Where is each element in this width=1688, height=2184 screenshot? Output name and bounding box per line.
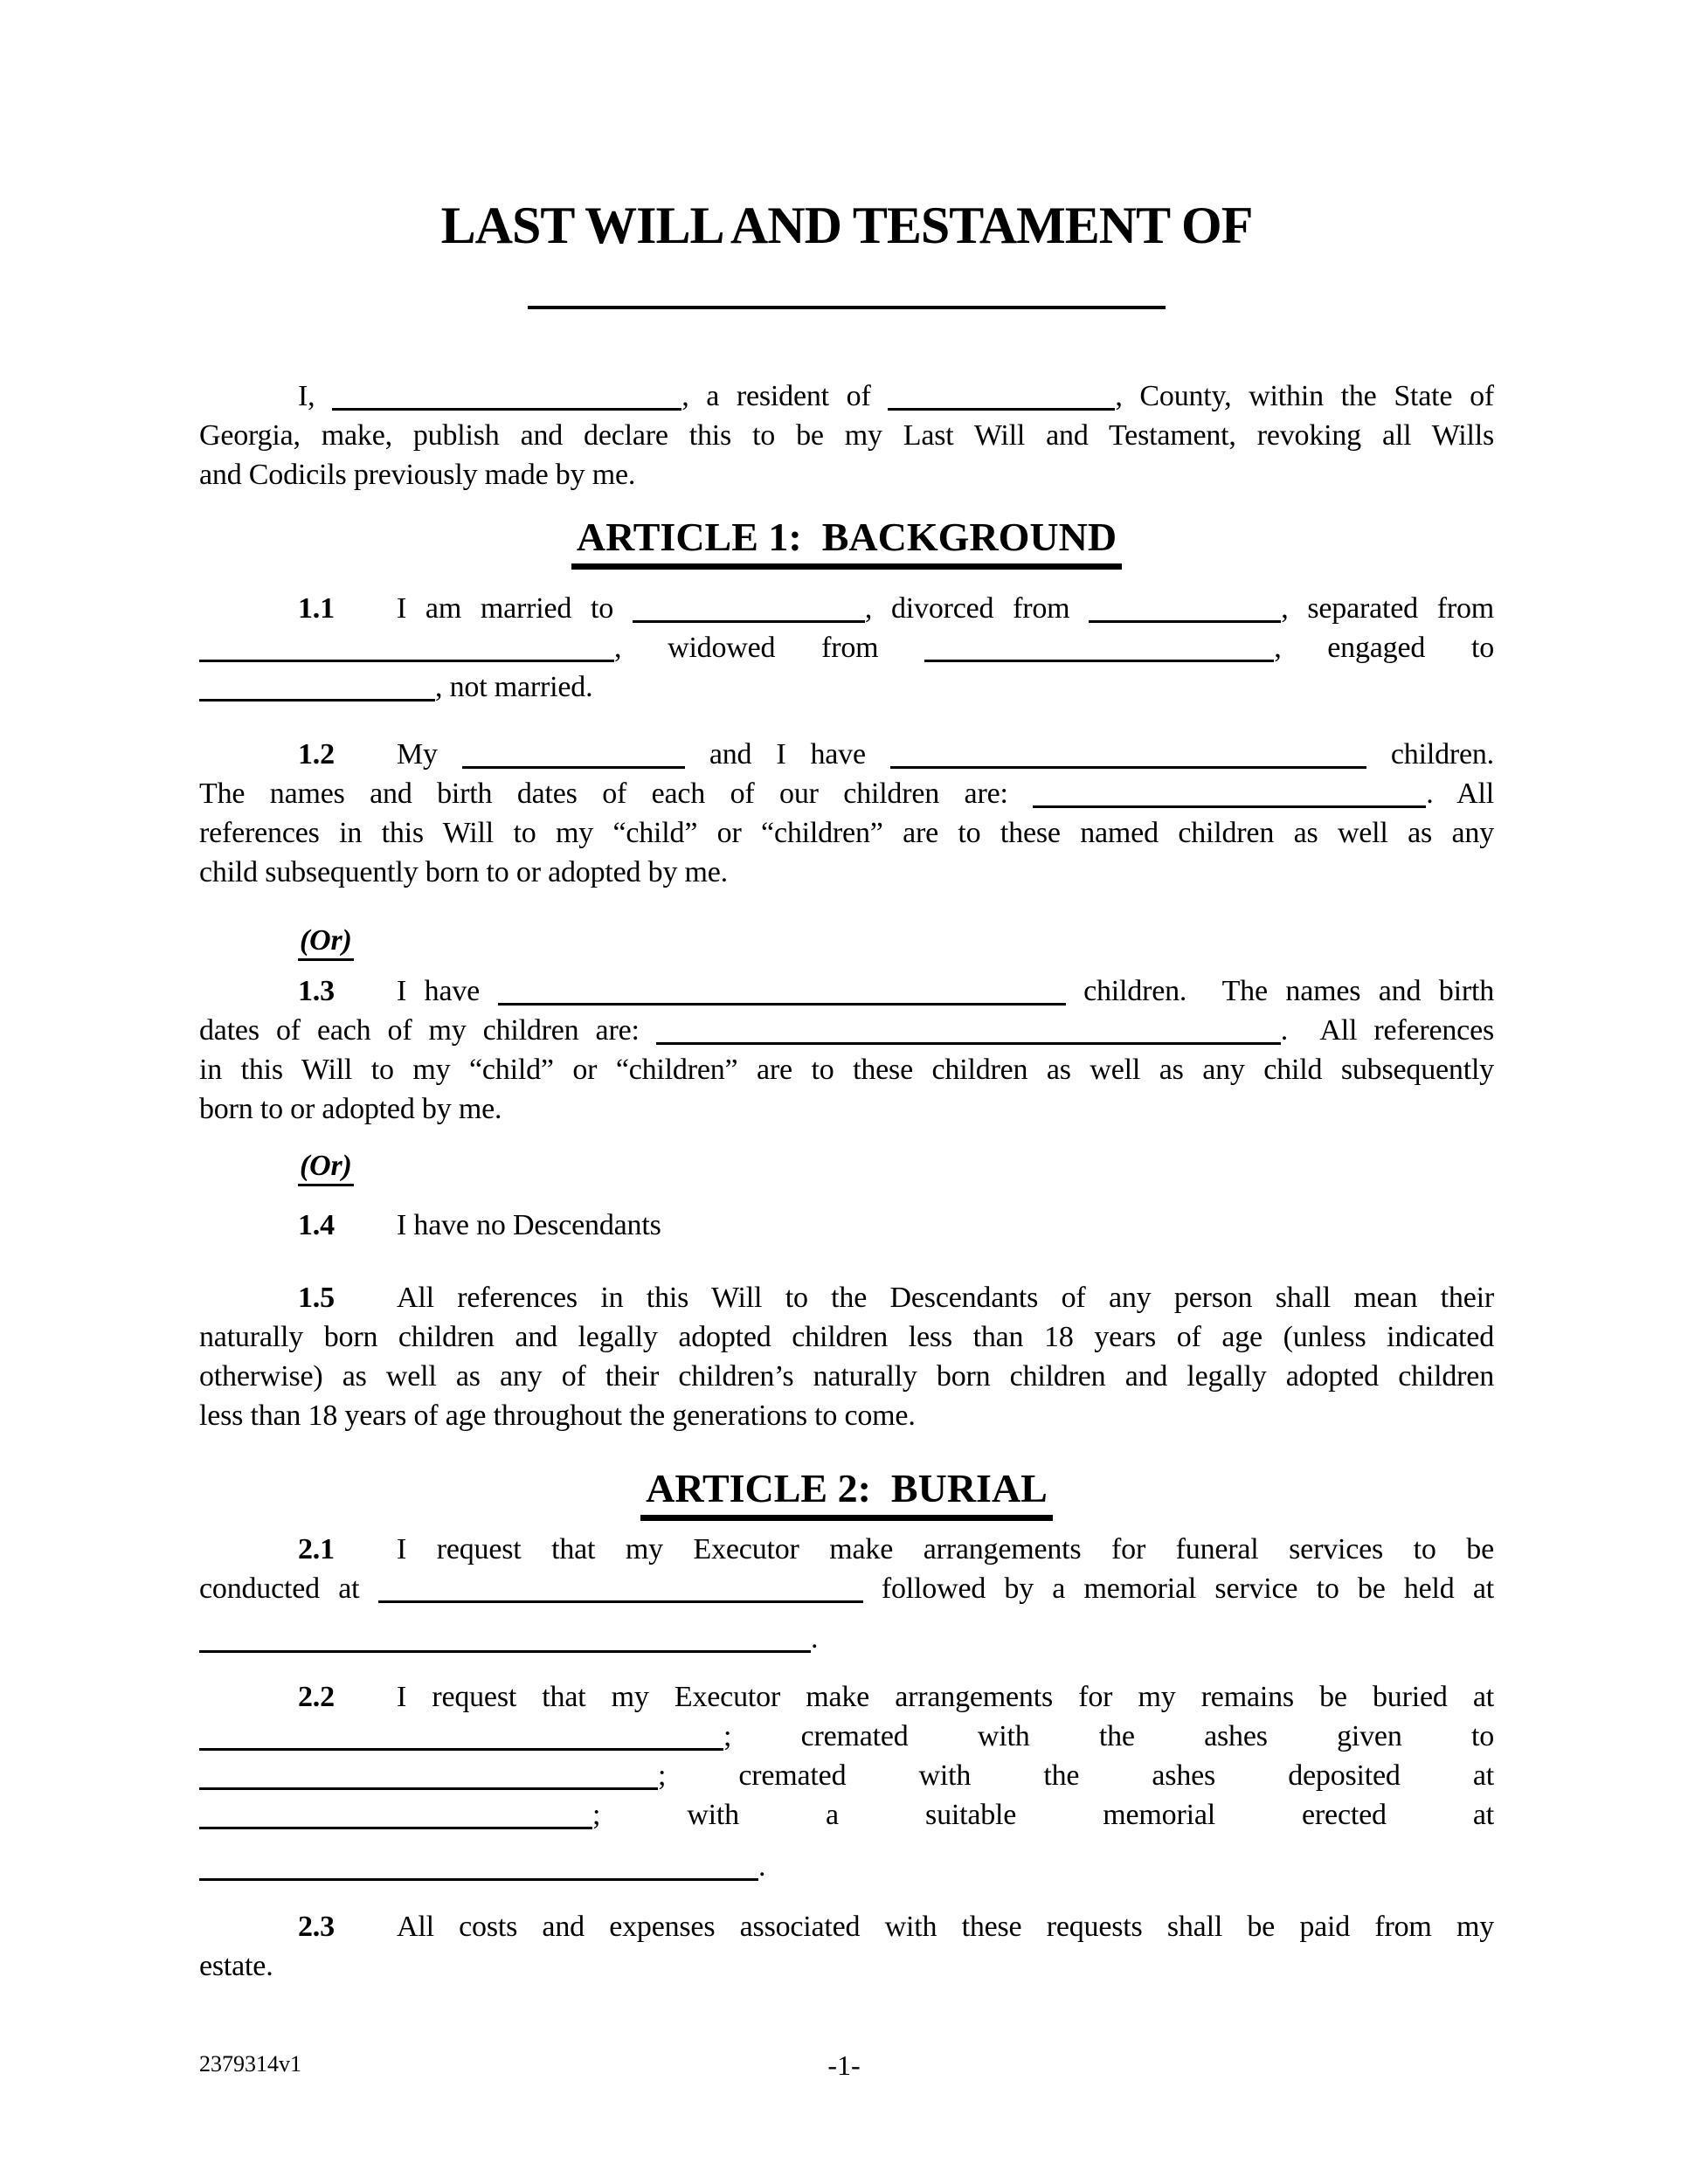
text-segment: I have xyxy=(397,975,498,1007)
text-segment: dates of each of my children are: xyxy=(199,1014,656,1047)
text-line xyxy=(199,1050,1494,1089)
text-segment: I am married to xyxy=(397,592,633,625)
text-segment: followed by a memorial service to be held at xyxy=(862,1572,1494,1605)
text-segment: I, xyxy=(298,380,333,412)
text-line xyxy=(199,1530,1494,1569)
title-blank-field xyxy=(528,306,1166,309)
blank-field xyxy=(332,408,681,411)
section-2-2 xyxy=(199,1677,1494,1886)
text-segment: , divorced from xyxy=(864,592,1090,625)
section-number: 2.2 xyxy=(298,1681,335,1713)
section-1-5 xyxy=(199,1278,1494,1435)
text-line xyxy=(199,1795,1494,1835)
blank-field xyxy=(199,1787,658,1790)
section-number: 1.5 xyxy=(298,1282,335,1314)
text-segment: . xyxy=(811,1622,819,1655)
or-divider xyxy=(199,1146,1494,1186)
text-segment: . All xyxy=(1426,778,1494,810)
footer-page-number: -1- xyxy=(827,2049,861,2081)
blank-field xyxy=(633,620,865,623)
blank-field xyxy=(1089,620,1281,623)
text-line xyxy=(199,1357,1494,1396)
text-line xyxy=(199,1317,1494,1357)
text-segment: (Or) xyxy=(298,1149,354,1186)
text-line xyxy=(199,1717,1494,1756)
text-segment: , separated from xyxy=(1281,592,1494,625)
text-segment: children. The names and birth xyxy=(1065,975,1494,1007)
text-segment: ; cremated with the ashes deposited at xyxy=(658,1759,1494,1792)
text-line xyxy=(199,589,1494,628)
text-line xyxy=(199,813,1494,853)
article-heading-text: ARTICLE 1: BACKGROUND xyxy=(571,515,1122,570)
document-title: LAST WILL AND TESTAMENT OF xyxy=(440,197,1253,254)
text-line xyxy=(199,1619,1494,1658)
text-line xyxy=(199,455,1494,494)
footer-document-id: 2379314v1 xyxy=(199,2051,301,2077)
text-segment: I have no Descendants xyxy=(397,1209,661,1241)
blank-field xyxy=(890,766,1366,769)
text-segment: references in this Will to my “child” or “children” are to these named children as well as any xyxy=(199,817,1494,849)
text-segment: born to or adopted by me. xyxy=(199,1093,502,1125)
section-number: 1.3 xyxy=(298,975,335,1007)
article-heading-text: ARTICLE 2: BURIAL xyxy=(640,1467,1053,1521)
text-line xyxy=(199,1907,1494,1946)
text-line xyxy=(199,971,1494,1011)
text-segment: (Or) xyxy=(298,923,354,961)
intro-paragraph xyxy=(199,377,1494,494)
section-number: 1.4 xyxy=(298,1209,335,1241)
section-number: 1.1 xyxy=(298,592,335,625)
blank-field xyxy=(199,1650,811,1653)
blank-field xyxy=(462,766,685,769)
text-segment: , widowed from xyxy=(614,632,925,664)
text-segment: otherwise) as well as any of their children’s naturally born children and legally adopted children xyxy=(199,1360,1494,1393)
text-segment: naturally born children and legally adopted children less than 18 years of age (unless indicated xyxy=(199,1321,1494,1353)
blank-field xyxy=(924,660,1274,662)
text-line xyxy=(199,735,1494,774)
text-line xyxy=(199,1677,1494,1717)
blank-field xyxy=(656,1042,1281,1045)
text-line xyxy=(199,1089,1494,1129)
text-line xyxy=(199,628,1494,667)
text-segment: conducted at xyxy=(199,1572,378,1605)
text-line xyxy=(199,1396,1494,1435)
blank-field xyxy=(199,1827,592,1829)
text-segment: Georgia, make, publish and declare this to be my Last Will and Testament, revoking all Wills xyxy=(199,419,1494,452)
text-line xyxy=(199,853,1494,892)
section-1-2 xyxy=(199,735,1494,892)
text-line xyxy=(199,921,1494,961)
blank-field xyxy=(378,1600,863,1603)
section-number: 2.1 xyxy=(298,1533,335,1565)
text-segment: , County, within the State of xyxy=(1115,380,1494,412)
blank-field xyxy=(199,1878,758,1881)
text-segment: , a resident of xyxy=(681,380,889,412)
section-1-1 xyxy=(199,589,1494,707)
text-line xyxy=(199,1946,1494,1986)
text-line xyxy=(199,774,1494,813)
text-line xyxy=(199,1206,1494,1245)
text-line xyxy=(199,1278,1494,1317)
text-segment: children. xyxy=(1366,738,1494,771)
text-segment: in this Will to my “child” or “children” are to these children as well as any child subsequently xyxy=(199,1054,1494,1086)
text-segment: , not married. xyxy=(435,671,593,703)
text-line xyxy=(199,667,1494,707)
text-line xyxy=(199,1011,1494,1050)
text-segment: All references in this Will to the Descendants of any person shall mean their xyxy=(397,1282,1494,1314)
text-segment: , engaged to xyxy=(1274,632,1494,664)
text-line xyxy=(199,377,1494,416)
blank-field xyxy=(199,1748,723,1751)
text-segment: The names and birth dates of each of our children are: xyxy=(199,778,1034,810)
or-divider xyxy=(199,921,1494,961)
text-segment: and Codicils previously made by me. xyxy=(199,459,636,491)
text-segment: All costs and expenses associated with these requests shall be paid from my xyxy=(397,1911,1494,1943)
section-2-1 xyxy=(199,1530,1494,1658)
text-segment: ; cremated with the ashes given to xyxy=(723,1720,1494,1752)
text-segment: less than 18 years of age throughout the generations to come. xyxy=(199,1400,916,1432)
text-segment: . xyxy=(758,1850,766,1883)
article-heading xyxy=(199,515,1494,570)
document-body xyxy=(199,377,1494,1986)
text-segment: . All references xyxy=(1280,1014,1494,1047)
blank-field xyxy=(1033,805,1426,808)
text-line xyxy=(199,1569,1494,1608)
text-line xyxy=(199,1146,1494,1186)
text-segment: My xyxy=(397,738,462,771)
text-line xyxy=(199,1847,1494,1886)
text-line xyxy=(199,1756,1494,1795)
text-segment: and I have xyxy=(684,738,890,771)
text-segment: estate. xyxy=(199,1950,273,1982)
section-number: 2.3 xyxy=(298,1911,335,1943)
blank-field xyxy=(199,660,614,662)
section-1-4 xyxy=(199,1206,1494,1245)
text-segment: child subsequently born to or adopted by me. xyxy=(199,856,728,888)
text-segment: I request that my Executor make arrangements for my remains be buried at xyxy=(397,1681,1494,1713)
section-1-3 xyxy=(199,971,1494,1129)
blank-field xyxy=(888,408,1115,411)
text-segment: I request that my Executor make arrangements for funeral services to be xyxy=(397,1533,1494,1565)
text-line xyxy=(199,416,1494,455)
section-2-3 xyxy=(199,1907,1494,1986)
blank-field xyxy=(199,699,435,702)
text-segment: ; with a suitable memorial erected at xyxy=(592,1799,1494,1831)
blank-field xyxy=(498,1003,1066,1006)
article-heading xyxy=(199,1467,1494,1521)
section-number: 1.2 xyxy=(298,738,335,771)
